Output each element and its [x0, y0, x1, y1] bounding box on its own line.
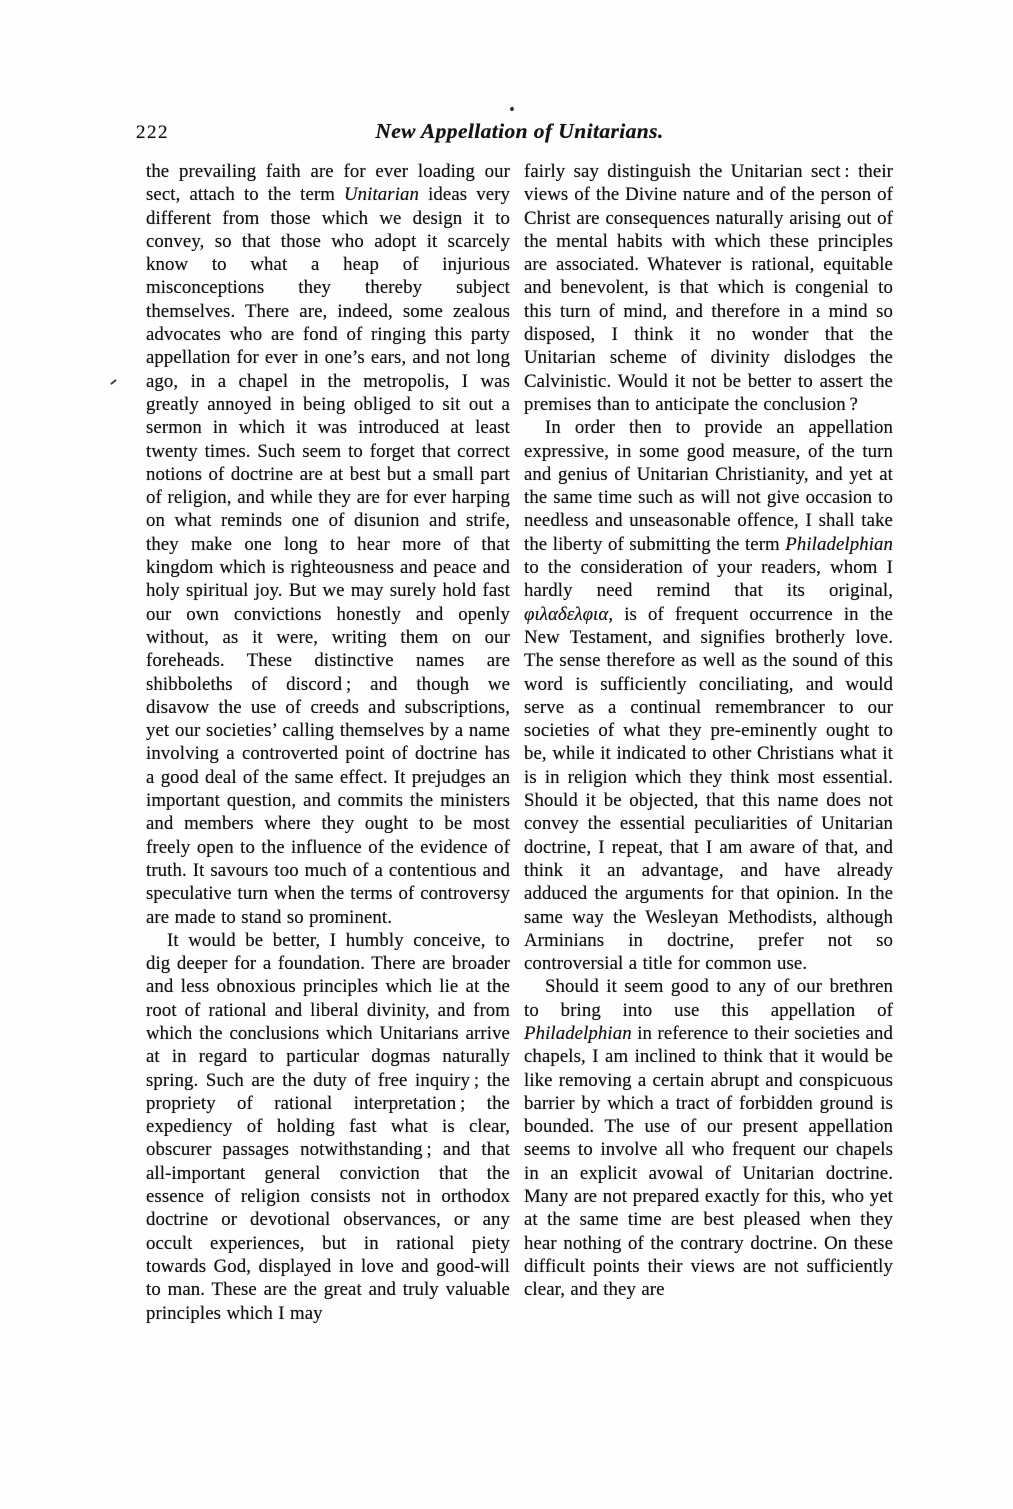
- paragraph: [524, 160, 893, 416]
- italic-text: Philadelphian: [785, 533, 893, 555]
- scan-speck: [110, 379, 117, 385]
- italic-text: Philadelphian: [524, 1022, 632, 1044]
- text-run: the prevailing faith are for ever loading our sect, attach to the term: [146, 161, 510, 206]
- text-run: ideas very different from those which we design it to convey, so that those who adopt it scarcely know to what a heap of injurious misconceptions they thereby subject themselves. There are, indeed, some zealous advocates who are fond of ringing this party appellation for ever in one’s ears, and not long ago, in a chapel in the metropolis, I was greatly annoyed in being obliged to sit out a sermon in which it was introduced at least twenty times. Such seem to forget that correct notions of doctrine are at best but a small part of religion, and while they are for ever harping on what reminds one of disunion and strife, they make one long to hear more of that kingdom which is righteousness and peace and holy spiritual joy. But we may surely hold fast our own convictions honestly and openly without, as it were, writing them on our foreheads. These distinctive names are shibboleths of discord ; and though we disavow the use of creeds and subscriptions, yet our societies’ calling themselves by a name involving a controverted point of doctrine has a good deal of the same effect. It prejudges an important question, and commits the ministers and members where they ought to be most freely open to the influence of the evidence of truth. It savours too much of a contentious and speculative turn when the terms of controversy are made to stand so prominent.: [146, 184, 510, 928]
- text-run: fairly say distinguish the Unitarian sect : their views of the Divine nature and of the person of Christ are consequences naturally arising out of the mental habits with which these principles are associated. Whatever is rational, equitable and benevolent, is that which is congenial to this turn of mind, and therefore in a mind so disposed, I think it no wonder that the Unitarian scheme of divinity dislodges the Calvinistic. Would it not be better to assert the premises than to anticipate the conclusion ?: [524, 161, 893, 415]
- italic-text: φιλαδελφια: [524, 603, 609, 625]
- text-column-right: [524, 160, 893, 1325]
- scan-speck: [509, 106, 514, 111]
- text-column-left: [146, 160, 510, 1325]
- text-run: to the consideration of your readers, whom I hardly need remind that its original,: [524, 557, 893, 602]
- text-columns: [146, 160, 893, 1325]
- text-run: It would be better, I humbly conceive, to dig deeper for a foundation. There are broader and less obnoxious principles which lie at the root of rational and liberal divinity, and from which the conclusions which Unitarians arrive at in regard to particular dogmas naturally spring. Such are the duty of free inquiry ; the propriety of rational interpretation ; the expediency of holding fast what is clear, obscurer passages notwithstanding ; and that all-important general conviction that the essence of religion consists not in orthodox doctrine or devotional observances, or any occult experiences, but in rational piety towards God, displayed in love and good-will to man. These are the great and truly valuable principles which I may: [146, 929, 510, 1324]
- page-number: 222: [136, 122, 169, 143]
- running-title: New Appellation of Unitarians.: [375, 119, 664, 143]
- paragraph: [146, 929, 510, 1325]
- text-run: , is of frequent occurrence in the New Testament, and signifies brotherly love. The sense therefore as well as the sound of this word is sufficiently conciliating, and would serve as a continual remembrancer to our societies of what they pre-eminently ought to be, while it indicated to other Christians what it is in religion which they think most essential. Should it be objected, that this name does not convey the essential peculiarities of Unitarian doctrine, I repeat, that I am aware of that, and think it an advantage, and have already adduced the arguments for that opinion. In the same way the Wesleyan Methodists, although Arminians in doctrine, prefer not so controversial a title for common use.: [524, 603, 893, 975]
- italic-text: Unitarian: [344, 184, 420, 206]
- page-header: [136, 119, 893, 147]
- text-run: Should it seem good to any of our brethren to bring into use this appellation of: [524, 976, 893, 1021]
- paragraph: [146, 160, 510, 929]
- text-run: In order then to provide an appellation expressive, in some good measure, of the turn and genius of Unitarian Christianity, and yet at the same time such as will not give occasion to needless and unseasonable offence, I shall take the liberty of submitting the term: [524, 417, 893, 555]
- text-run: in reference to their societies and chapels, I am inclined to think that it would be like removing a certain abrupt and conspicuous barrier by which a tract of forbidden ground is bounded. The use of our present appellation seems to involve all who frequent our chapels in an explicit avowal of Unitarian doctrine. Many are not prepared exactly for this, who yet at the same time are best pleased when they hear nothing of the contrary doctrine. On these difficult points their views are not sufficiently clear, and they are: [524, 1022, 893, 1301]
- paragraph: [524, 975, 893, 1301]
- paragraph: [524, 416, 893, 975]
